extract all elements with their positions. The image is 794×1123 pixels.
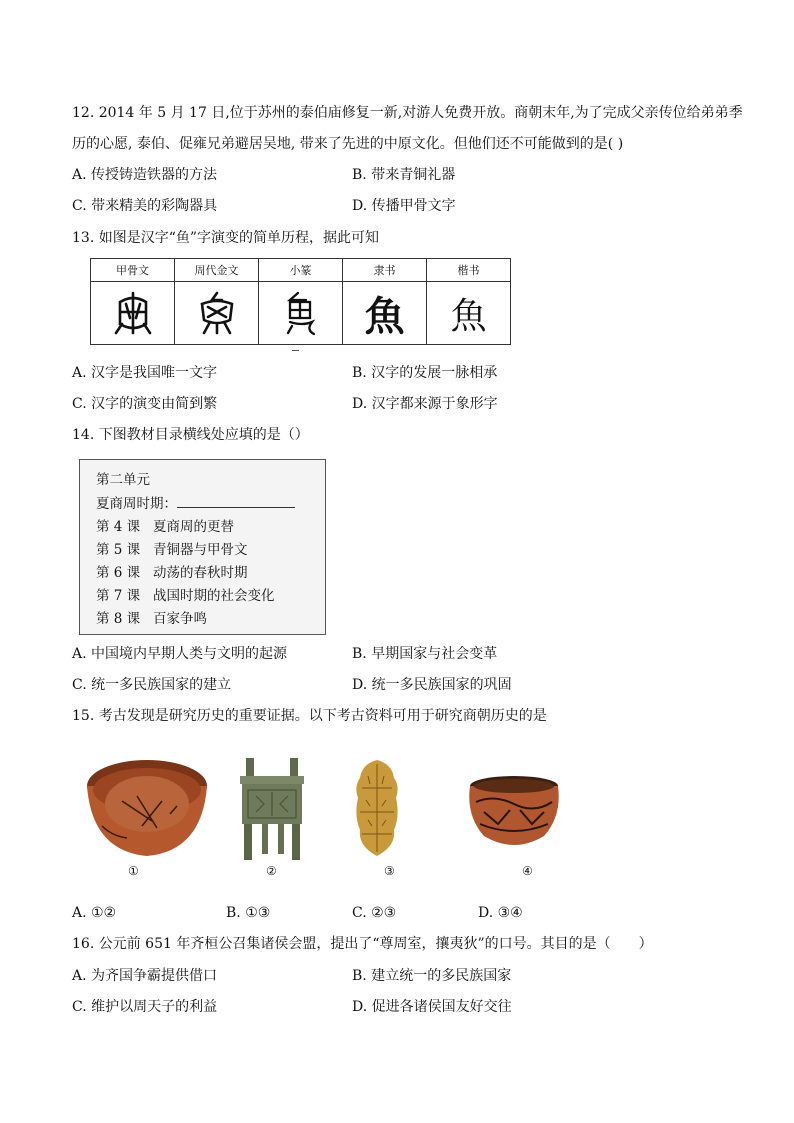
q13-option-d: D. 汉字都来源于象形字 [352,396,498,412]
q12-option-c: C. 带来精美的彩陶器具 [72,198,218,214]
toc-lesson-row [96,607,207,627]
oracle-bone-image [352,756,402,860]
seal-fish-icon [276,290,326,336]
q12-option-d: D. 传播甲骨文字 [352,198,456,214]
q13-option-b: B. 汉字的发展一脉相承 [352,365,498,381]
q13-option-c: C. 汉字的演变由简到繁 [72,396,218,412]
header-oracle-bone: 甲骨文 [91,259,175,282]
q15-option-a: A. ①② [72,905,117,921]
q13-option-a: A. 汉字是我国唯一文字 [72,365,218,381]
q14-option-c: C. 统一多民族国家的建立 [72,677,232,693]
q15-option-d: D. ③④ [478,905,523,921]
q13-stem: 13. 如图是汉字“鱼”字演变的简单历程，据此可知 [72,230,380,246]
toc-lesson-title: 战国时期的社会变化 [153,588,275,604]
q16-option-c: C. 维护以周天子的利益 [72,999,218,1015]
q16-option-d: D. 促进各诸侯国友好交往 [352,999,512,1015]
toc-lesson-number: 第 7 课 [96,588,141,604]
toc-unit: 第二单元 [96,472,150,488]
toc-lesson-row [96,561,248,581]
q12-option-b: B. 带来青铜礼器 [352,167,456,183]
header-small-seal: 小篆 [259,259,343,282]
toc-lesson-row [96,538,248,558]
toc-lesson-number: 第 5 课 [96,542,141,558]
toc-lesson-title: 百家争鸣 [153,611,208,627]
caption-artifact-4: ④ [522,864,533,878]
small-seal-fish-glyph [259,282,343,345]
q12-stem-line2: 历的心愿, 泰伯、促雍兄弟避居吴地, 带来了先进的中原文化。但他们还不可能做到的是( ) [72,136,624,152]
q16-stem: 16. 公元前 651 年齐桓公召集诸侯会盟，提出了“尊周室，攘夷狄”的口号。其目的是（ ） [72,936,653,952]
textbook-contents-box [79,459,326,635]
toc-lesson-number: 第 8 课 [96,611,141,627]
q14-option-a: A. 中国境内早期人类与文明的起源 [72,646,288,662]
painted-pottery-bowl-image [82,756,212,860]
oracle-fish-icon [108,290,158,336]
oracle-bone-fish-glyph [91,282,175,345]
painted-pottery-jar-image [464,774,564,854]
q15-option-b: B. ①③ [226,905,271,921]
q12-option-a: A. 传授铸造铁器的方法 [72,167,218,183]
toc-lesson-row [96,584,275,604]
toc-fill-blank [177,495,295,508]
q15-option-c: C. ②③ [352,905,397,921]
toc-lesson-title: 青铜器与甲骨文 [153,542,248,558]
artifact-images [72,738,572,886]
bronze-script-fish-glyph [175,282,259,345]
header-bronze-script: 周代金文 [175,259,259,282]
header-clerical: 隶书 [343,259,427,282]
caption-artifact-1: ① [128,864,139,878]
caption-artifact-2: ② [266,864,277,878]
table-tick-mark [292,350,299,351]
fish-character-evolution-table [90,258,511,345]
toc-period-row [96,492,295,512]
q14-option-d: D. 统一多民族国家的巩固 [352,677,512,693]
toc-lesson-title: 夏商周的更替 [153,519,235,535]
regular-fish-glyph: 魚 [427,282,511,345]
caption-artifact-3: ③ [384,864,395,878]
q14-stem: 14. 下图教材目录横线处应填的是（） [72,427,309,443]
bronze-ding-image [232,754,312,864]
clerical-fish-glyph: 魚 [343,282,427,345]
toc-lesson-row [96,515,234,535]
q12-stem-line1: 12. 2014 年 5 月 17 日,位于苏州的泰伯庙修复一新,对游人免费开放。商朝末年,为了完成父亲传位给弟弟季 [72,105,743,121]
header-regular: 楷书 [427,259,511,282]
toc-lesson-title: 动荡的春秋时期 [153,565,248,581]
bronze-fish-icon [192,290,242,336]
toc-period-label: 夏商周时期： [96,496,177,512]
q16-option-a: A. 为齐国争霸提供借口 [72,968,218,984]
toc-lesson-number: 第 6 课 [96,565,141,581]
q14-option-b: B. 早期国家与社会变革 [352,646,498,662]
toc-lesson-number: 第 4 课 [96,519,141,535]
q15-stem: 15. 考古发现是研究历史的重要证据。以下考古资料可用于研究商朝历史的是 [72,708,547,724]
q16-option-b: B. 建立统一的多民族国家 [352,968,512,984]
